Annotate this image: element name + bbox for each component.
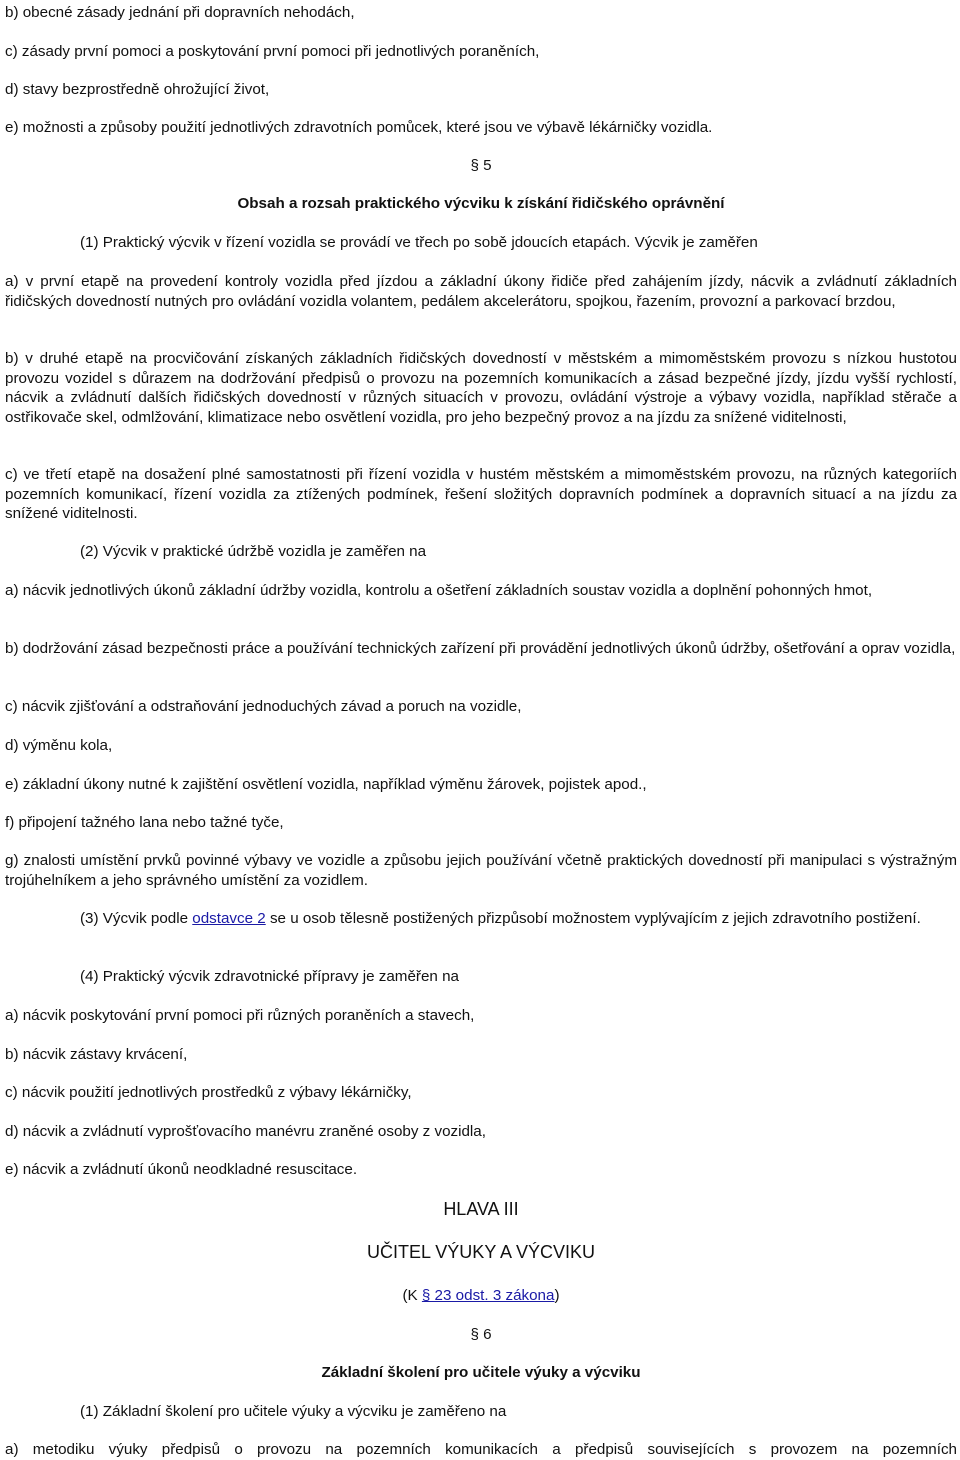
list-item: d) výměnu kola, [5,737,113,754]
text-span: (K [402,1287,422,1304]
text-span: ) [554,1287,560,1304]
link-23-odst-3-zakona[interactable]: § 23 odst. 3 zákona [421,1287,555,1304]
list-item: e) možnosti a způsoby použití jednotlivých zdravotních pomůcek, které jsou ve výbavě lékárničky vozidla. [5,119,713,136]
list-item: c) nácvik zjišťování a odstraňování jednoduchých závad a poruch na vozidle, [5,698,522,715]
section-title: Základní školení pro učitele výuky a výcviku [321,1364,641,1381]
chapter-number: HLAVA III [443,1199,519,1219]
list-item: a) v první etapě na provedení kontroly vozidla před jízdou a základní úkony řidiče před zahájením jízdy, nácvik a zvládnutí základních řidičských dovedností nutných pro ovládání vozidla volantem, pedálem akcelerátoru, spojkou, řazením, provozní a parkovací brzdou, [5,273,957,310]
paragraph: (2) Výcvik v praktické údržbě vozidla je zaměřen na [80,543,427,560]
paragraph: (1) Základní školení pro učitele výuky a výcviku je zaměřeno na [80,1403,507,1420]
chapter-title: UČITEL VÝUKY A VÝCVIKU [366,1242,596,1262]
list-item: e) základní úkony nutné k zajištění osvětlení vozidla, například výměnu žárovek, pojistek apod., [5,776,647,793]
list-item: b) obecné zásady jednání při dopravních nehodách, [5,4,355,21]
list-item: b) nácvik zástavy krvácení, [5,1046,188,1063]
list-item: d) stavy bezprostředně ohrožující život, [5,81,270,98]
list-item: e) nácvik a zvládnutí úkonů neodkladné resuscitace. [5,1161,358,1178]
list-item: c) ve třetí etapě na dosažení plné samostatnosti při řízení vozidla v hustém městském a mimoměstském provozu, na různých kategoriích pozemních komunikací, řízení vozidla za ztížených podmínek, řešení složitých dopravních podmínek a dopravních situací a na jízdu za snížené viditelnosti. [5,466,957,522]
paragraph [5,909,957,929]
list-item: b) dodržování zásad bezpečnosti práce a používání technických zařízení při provádění jednotlivých úkonů údržby, ošetřování a oprav vozidla, [5,640,956,657]
list-item: c) zásady první pomoci a poskytování první pomoci při jednotlivých poraněních, [5,43,540,60]
list-item: b) v druhé etapě na procvičování získaných základních řidičských dovedností v městském a mimoměstském provozu s nízkou hustotou provozu vozidel s důrazem na dodržování předpisů o provozu na pozemních komunikacích a zásad bezpečné jízdy, jízdu vyšší rychlostí, nácvik a zvládnutí dalších řidičských dovedností v různých situacích v provozu, ovládání výstroje a výbavy vozidla, například stěrače a ostřikovače skel, odmlžování, klimatizace nebo osvětlení vozidla, pro jeho bezpečný provoz a na jízdu za snížené viditelnosti, [5,350,957,426]
list-item: d) nácvik a zvládnutí vyprošťovacího manévru zraněné osoby z vozidla, [5,1123,486,1140]
section-title: Obsah a rozsah praktického výcviku k získání řidičského oprávnění [237,195,725,212]
chapter-reference [5,1286,957,1306]
list-item: a) nácvik poskytování první pomoci při různých poraněních a stavech, [5,1007,475,1024]
section-sign: § 5 [470,157,492,174]
link-odstavce-2[interactable]: odstavce 2 [192,910,266,927]
list-item: f) připojení tažného lana nebo tažné tyče, [5,814,284,831]
paragraph: (4) Praktický výcvik zdravotnické přípravy je zaměřen na [80,968,459,985]
text-span: se u osob tělesně postižených přizpůsobí možnostem vyplývajícím z jejich zdravotního postižení. [265,910,921,927]
list-item: a) nácvik jednotlivých úkonů základní údržby vozidla, kontrolu a ošetření základních soustav vozidla a doplnění pohonných hmot, [5,582,873,599]
list-item: a) metodiku výuky předpisů o provozu na pozemních komunikacích a předpisů souvisejících s provozem na pozemních [5,1441,957,1458]
text-span: (3) Výcvik podle [80,910,193,927]
list-item: g) znalosti umístění prvků povinné výbavy ve vozidle a způsobu jejich používání včetně praktických dovedností při manipulaci s výstražným trojúhelníkem a jeho správného umístění za vozidlem. [5,852,957,889]
list-item: c) nácvik použití jednotlivých prostředků z výbavy lékárničky, [5,1084,412,1101]
section-sign: § 6 [470,1326,492,1343]
paragraph: (1) Praktický výcvik v řízení vozidla se provádí ve třech po sobě jdoucích etapách. Výcvik je zaměřen [80,234,758,251]
